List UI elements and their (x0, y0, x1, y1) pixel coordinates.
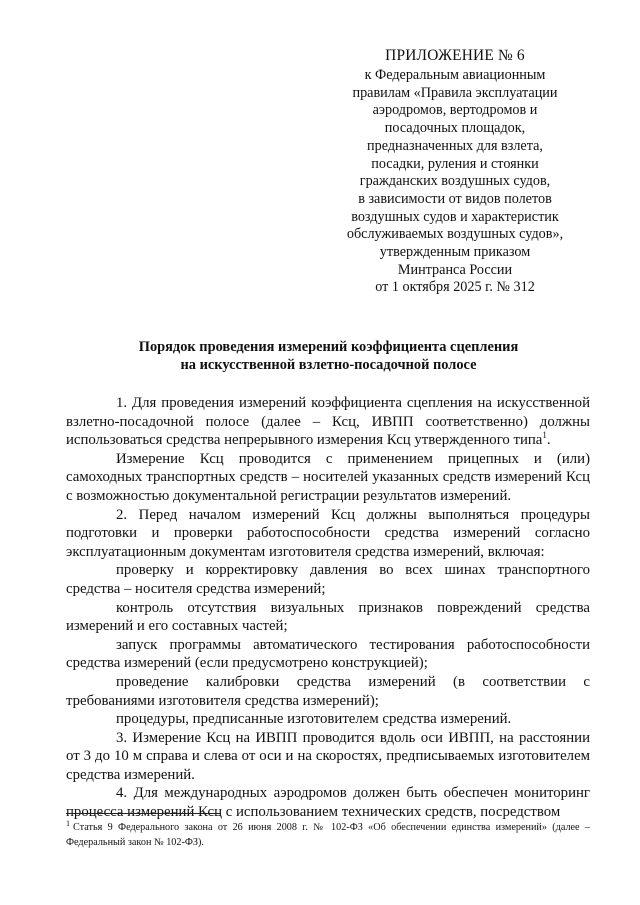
appendix-line: посадки, руления и стоянки (371, 155, 539, 172)
appendix-title: ПРИЛОЖЕНИЕ № 6 (385, 47, 525, 64)
appendix-line: от 1 октября 2025 г. № 312 (375, 279, 535, 296)
paragraph-5: контроль отсутствия визуальных признаков повреждений средства измерений и его составных частей; (66, 599, 590, 635)
appendix-header (330, 46, 580, 297)
appendix-line: обслуживаемых воздушных судов», (346, 226, 564, 243)
footnote-number: 1 (66, 818, 70, 828)
appendix-line: предназначенных для взлета, (367, 137, 543, 154)
footnote-text: Статья 9 Федерального закона от 26 июня 2008 г. № 102-ФЗ «Об обеспечении единства измерений» (далее – Федеральный закон № 102-ФЗ). (66, 822, 590, 848)
paragraph-6: запуск программы автоматического тестирования работоспособности средства измерений (если предусмотрено конструкцией); (66, 636, 590, 672)
appendix-line: утвержденным приказом (379, 244, 531, 261)
appendix-line: гражданских воздушных судов, (359, 173, 551, 190)
document-title (66, 339, 591, 374)
appendix-line: аэродромов, вертодромов и (372, 102, 538, 119)
paragraph-8: процедуры, предписанные изготовителем средства измерений. (116, 711, 512, 728)
appendix-line: правилам «Правила эксплуатации (352, 84, 558, 101)
appendix-line: к Федеральным авиационным (364, 67, 546, 83)
paragraph-3: 2. Перед началом измерений Ксц должны выполняться процедуры подготовки и проверки работоспособности средства измерений согласно эксплуатационным документам изготовителя средства измерений, включая: (66, 506, 590, 560)
appendix-line: посадочных площадок, (384, 120, 526, 137)
footnote-reference: 1 (542, 430, 547, 441)
paragraph-9: 3. Измерение Ксц на ИВПП проводится вдоль оси ИВПП, на расстоянии от 3 до 10 м справа и слева от оси и на скоростях, предписываемых изготовителем средства измерений. (66, 729, 590, 783)
paragraph-2: Измерение Ксц проводится с применением прицепных и (или) самоходных транспортных средств – носителей указанных средств измерений Ксц с возможностью документальной регистрации результатов измерений. (66, 450, 590, 504)
footnote (66, 820, 590, 850)
document-body (66, 394, 590, 822)
appendix-line: воздушных судов и характеристик (351, 208, 559, 225)
paragraph-4: проверку и корректировку давления во всех шинах транспортного средства – носителя средства измерений; (66, 562, 590, 597)
footnote-divider (66, 813, 221, 814)
paragraph-10: 4. Для международных аэродромов должен быть обеспечен мониторинг процесса измерений Ксц с использованием технических средств, посредством (66, 785, 590, 821)
document-title-line: на искусственной взлетно-посадочной полосе (180, 356, 477, 373)
appendix-line: Минтранса России (397, 261, 513, 278)
paragraph-1: 1. Для проведения измерений коэффициента сцепления на искусственной взлетно-посадочной полосе (далее – Ксц, ИВПП соответственно) должны использоваться средства непрерывного измерения Ксц утвержденного типа$^1$. (66, 395, 590, 449)
document-title-line: Порядок проведения измерений коэффициента сцепления (138, 339, 519, 355)
appendix-line: в зависимости от видов полетов (358, 190, 552, 207)
paragraph-7: проведение калибровки средства измерений (в соответствии с требованиями изготовителя средства измерений); (66, 673, 590, 709)
